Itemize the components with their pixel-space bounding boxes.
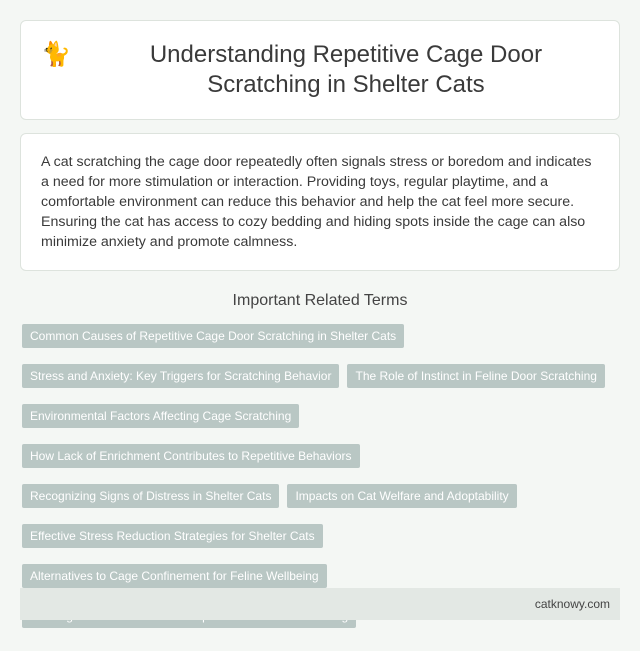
related-term[interactable]: Recognizing Signs of Distress in Shelter Cats — [22, 484, 279, 508]
related-term[interactable]: Environmental Factors Affecting Cage Scratching — [22, 404, 299, 428]
related-term[interactable]: Stress and Anxiety: Key Triggers for Scratching Behavior — [22, 364, 339, 388]
related-term[interactable]: The Role of Instinct in Feline Door Scratching — [347, 364, 604, 388]
description-card — [20, 133, 620, 271]
description-text: A cat scratching the cage door repeatedly often signals stress or boredom and indicates a need for more stimulation or interaction. Providing toys, regular playtime, and a comfortable environment can reduce this behavior and help the cat feel more secure. Ensuring the cat has access to cozy bedding and hiding spots inside the cage can also minimize anxiety and promote calmness. — [41, 154, 592, 250]
footer — [20, 588, 620, 620]
cat-icon: 🐈 — [41, 41, 71, 68]
related-term[interactable]: Effective Stress Reduction Strategies for Shelter Cats — [22, 524, 323, 548]
related-term[interactable]: Alternatives to Cage Confinement for Feline Wellbeing — [22, 564, 327, 588]
title-card — [20, 20, 620, 120]
related-term[interactable]: Common Causes of Repetitive Cage Door Scratching in Shelter Cats — [22, 324, 404, 348]
page-title: Understanding Repetitive Cage Door Scratching in Shelter Cats — [149, 41, 543, 98]
related-term[interactable]: How Lack of Enrichment Contributes to Repetitive Behaviors — [22, 444, 360, 468]
related-term[interactable]: Impacts on Cat Welfare and Adoptability — [287, 484, 516, 508]
related-terms-heading: Important Related Terms — [232, 292, 408, 309]
related-terms-list — [22, 324, 622, 628]
site-name[interactable]: catknowy.com — [534, 597, 610, 611]
